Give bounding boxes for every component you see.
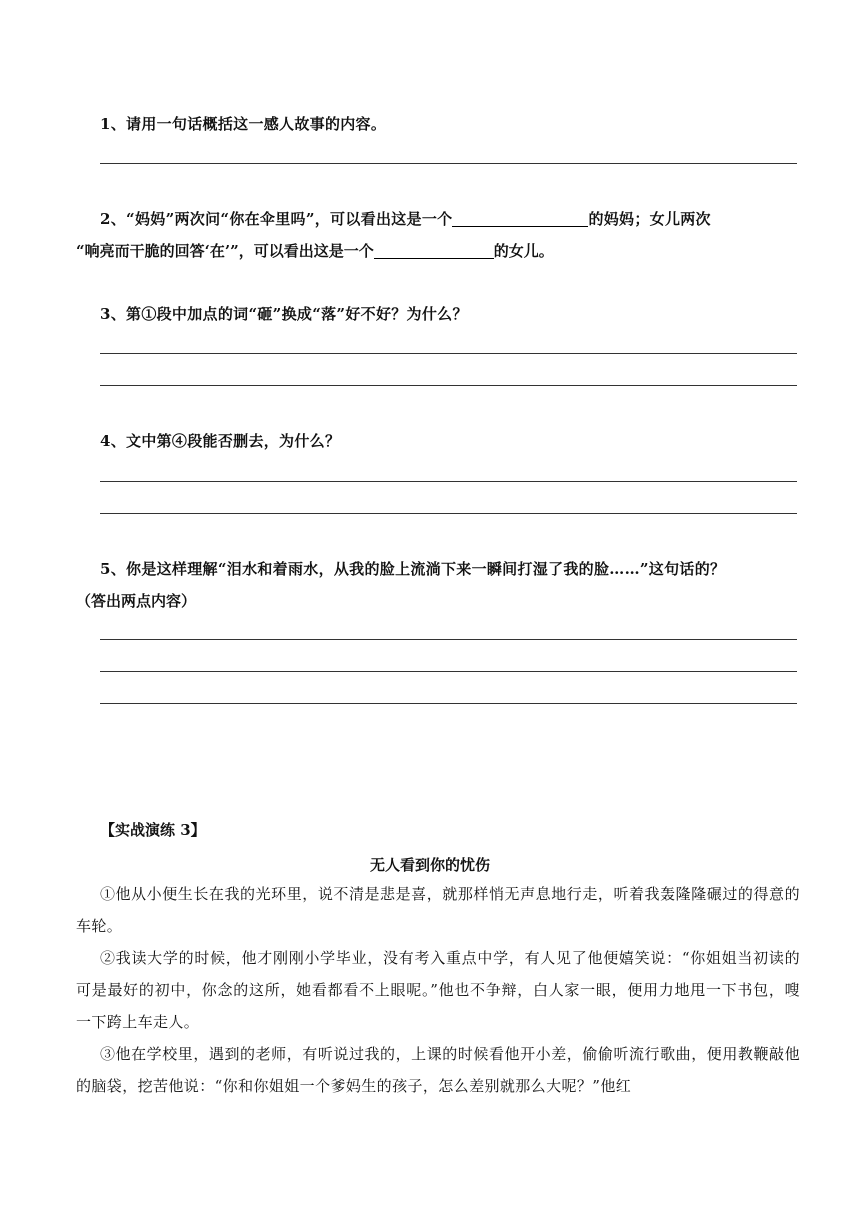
question-2-blank-2[interactable] <box>374 240 494 259</box>
answer-line-q5-1[interactable] <box>100 639 797 640</box>
answer-line-q5-3[interactable] <box>100 703 797 704</box>
question-2-text-b: 的妈妈；女儿两次 <box>588 210 711 228</box>
question-2-line-1 <box>100 203 800 235</box>
question-2-text-d: 的女儿。 <box>493 242 554 260</box>
question-1: 1、请用一句话概括这一感人故事的内容。 <box>100 115 387 133</box>
section-heading: 【实战演练 3】 <box>100 821 206 839</box>
passage-paragraph-1: ①他从小便生长在我的光环里，说不清是悲是喜，就那样悄无声息地行走，听着我轰隆隆碾过的得意的车轮。 <box>76 885 800 935</box>
passage-paragraph-2: ②我读大学的时候，他才刚刚小学毕业，没有考入重点中学，有人见了他便嬉笑说：“你姐姐当初读的可是最好的初中，你念的这所，她看都看不上眼呢。”他也不争辩，白人家一眼，便用力地甩一下书包，嗖一下跨上车走人。 <box>76 949 800 1031</box>
question-2-line-2 <box>76 235 800 267</box>
passage-paragraph-3: ③他在学校里，遇到的老师，有听说过我的，上课的时候看他开小差，偷偷听流行歌曲，便用教鞭敲他的脑袋，挖苦他说：“你和你姐姐一个爹妈生的孩子，怎么差别就那么大呢？”他红 <box>76 1045 800 1095</box>
question-5-line-1: 5、你是这样理解“泪水和着雨水，从我的脸上流淌下来一瞬间打湿了我的脸……”这句话的？ <box>100 560 726 578</box>
answer-line-q4-2[interactable] <box>100 513 797 514</box>
answer-line-q4-1[interactable] <box>100 481 797 482</box>
question-5-line-2: （答出两点内容） <box>76 592 197 610</box>
passage-title: 无人看到你的忧伤 <box>369 856 490 874</box>
answer-line-q1[interactable] <box>100 163 797 164</box>
answer-line-q3-2[interactable] <box>100 385 797 386</box>
question-2-text-a: 2、“妈妈”两次问“你在伞里吗”，可以看出这是一个 <box>100 210 453 228</box>
question-3: 3、第①段中加点的词“砸”换成“落”好不好？为什么？ <box>100 305 468 323</box>
question-4: 4、文中第④段能否删去，为什么？ <box>100 432 341 450</box>
question-2-text-c: “响亮而干脆的回答‘在’”，可以看出这是一个 <box>76 242 374 260</box>
answer-line-q3-1[interactable] <box>100 353 797 354</box>
question-2-blank-1[interactable] <box>452 208 588 227</box>
answer-line-q5-2[interactable] <box>100 671 797 672</box>
